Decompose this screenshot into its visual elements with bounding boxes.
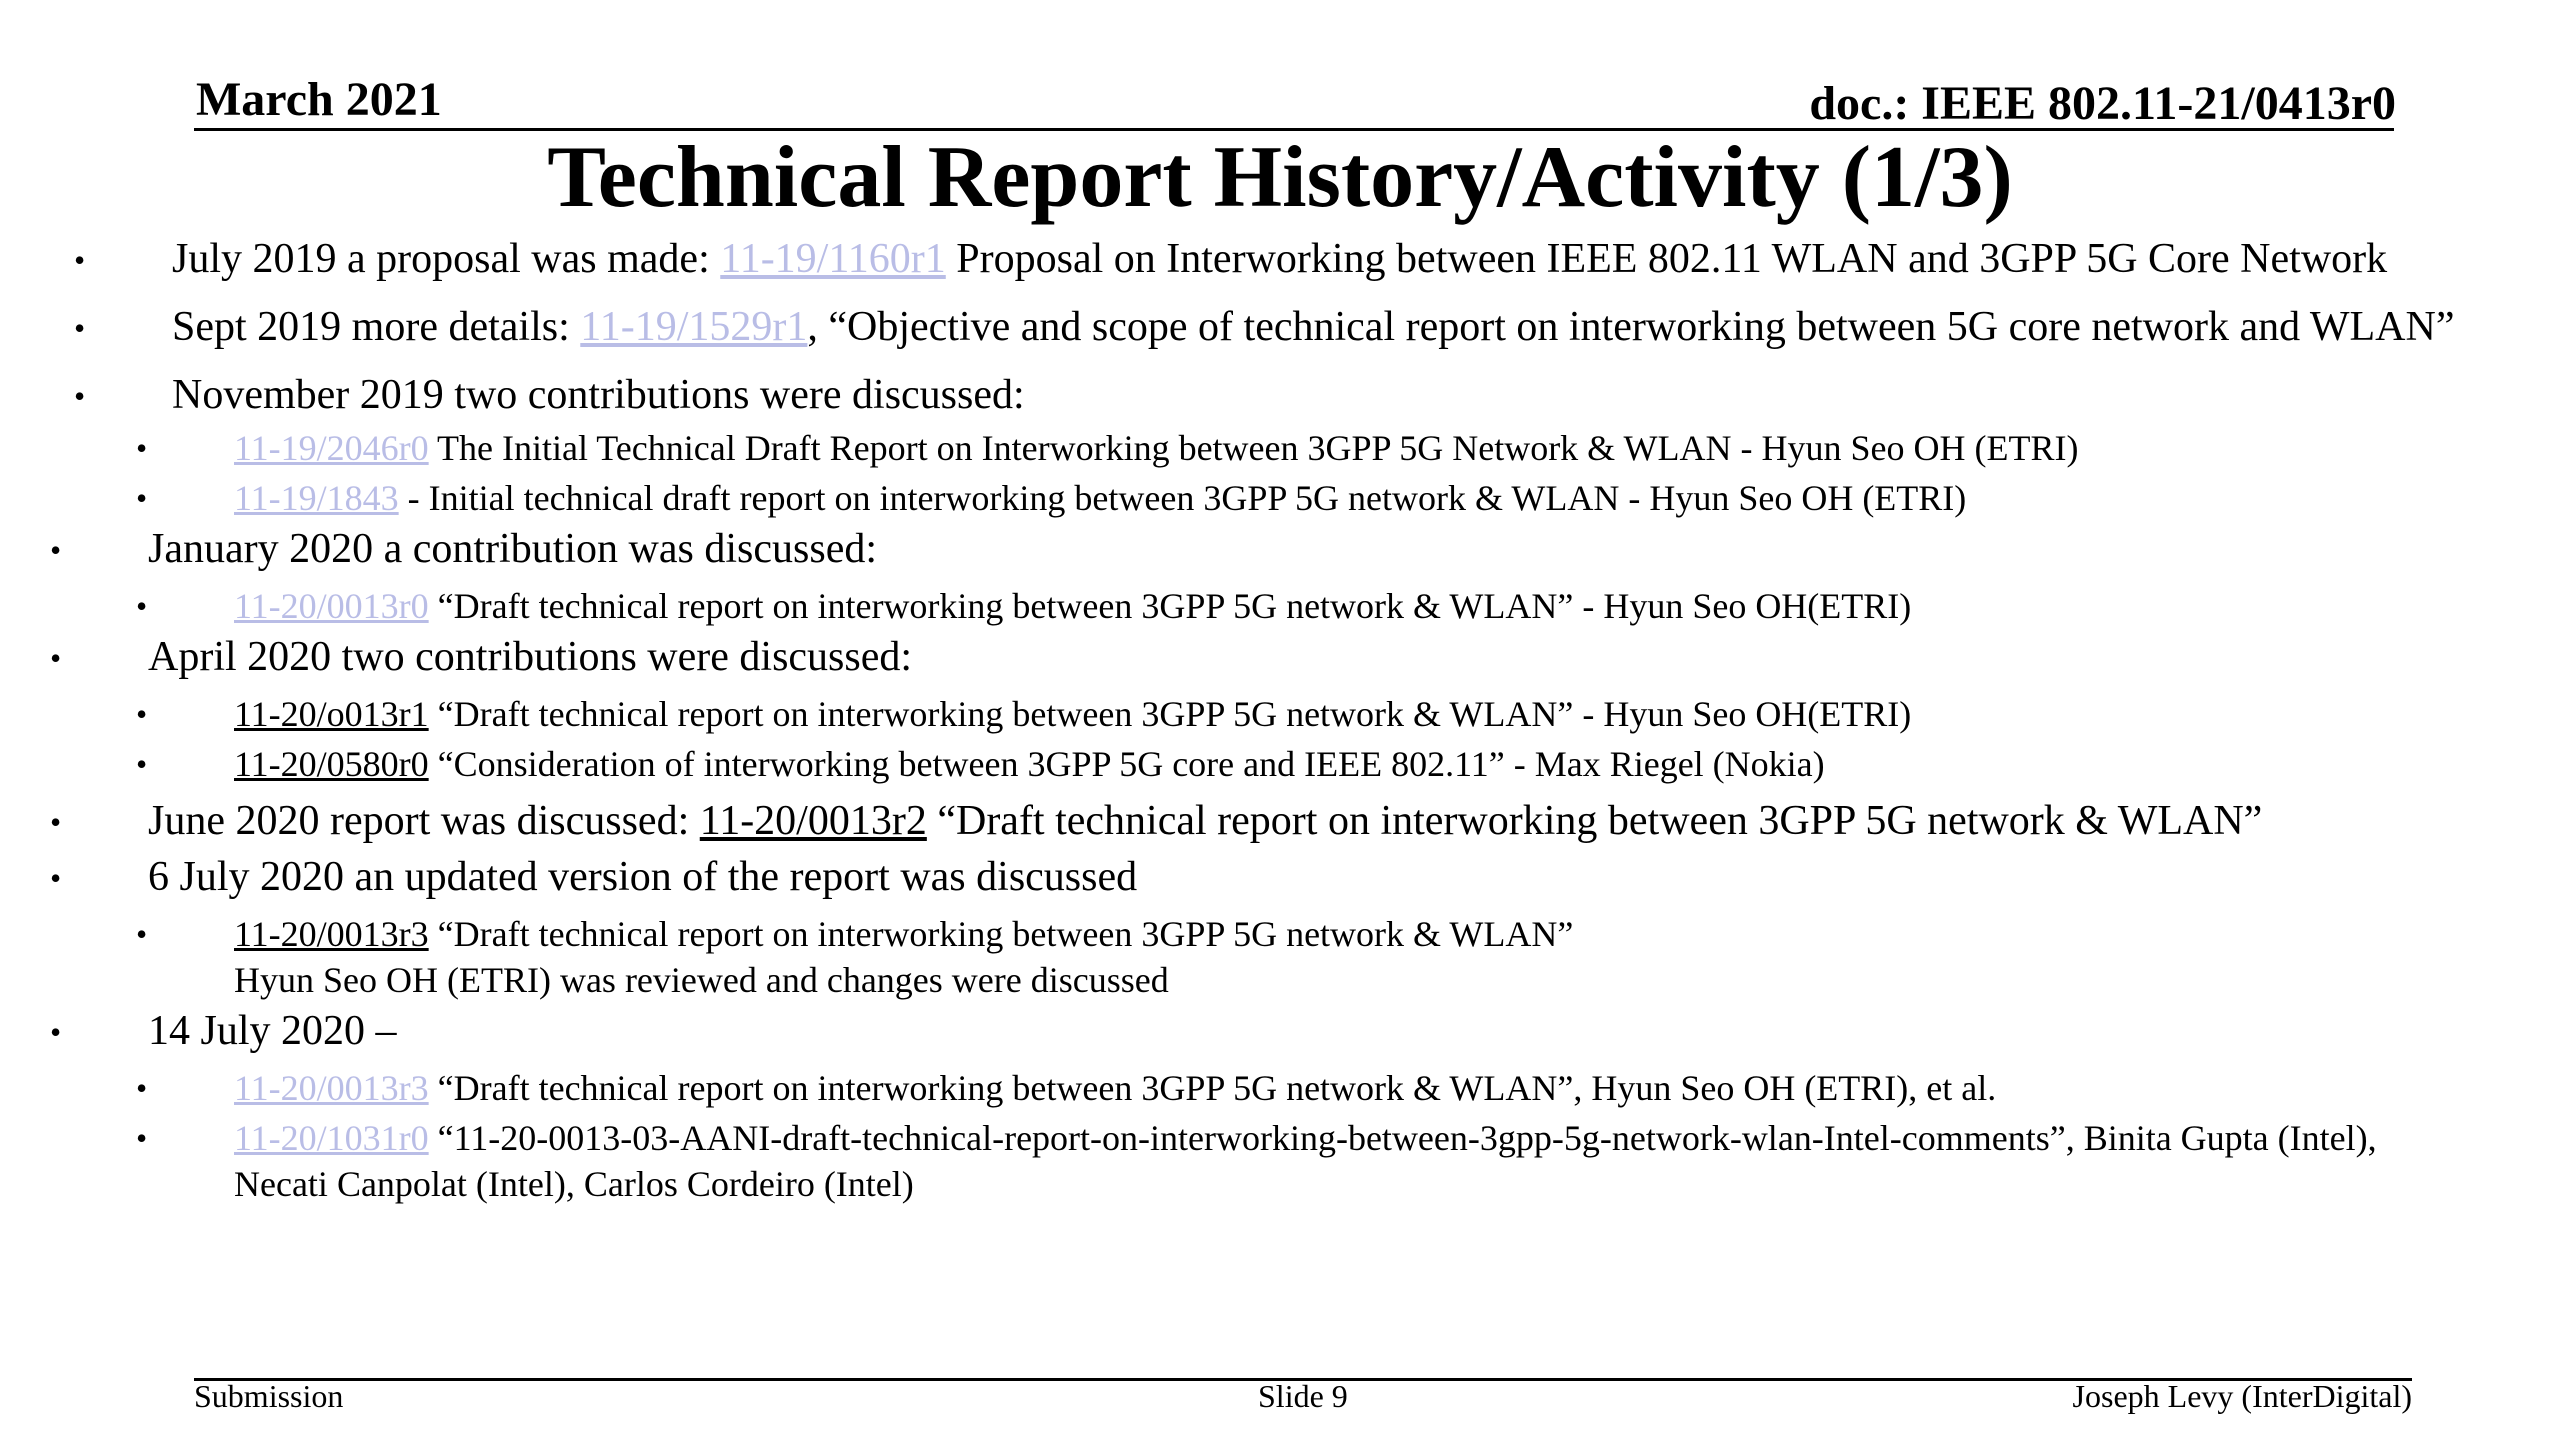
doc-link[interactable]: 11-19/1529r1 [580,304,808,350]
item-text: “Draft technical report on interworking between 3GPP 5G network & WLAN” [926,798,2263,844]
sub-bullet-dot: • [136,1120,148,1156]
sub-bullet-dot: • [136,696,148,732]
doc-link[interactable]: 11-20/0013r3 [234,914,429,954]
sub-item-apr2020-2 [234,746,1825,782]
item-text: “Draft technical report on interworking between 3GPP 5G network & WLAN”, Hyun Seo OH (ETRI), et al. [428,1068,1997,1108]
doc-link[interactable]: 11-19/2046r0 [234,428,429,468]
sub-item-apr2020-1 [234,696,1911,732]
item-text: Proposal on Interworking between IEEE 802.11 WLAN and 3GPP 5G Core Network [945,236,2388,282]
doc-link[interactable]: 11-20/0580r0 [234,744,429,784]
item-text: “Draft technical report on interworking between 3GPP 5G network & WLAN” [428,914,1574,954]
sub-bullet-dot: • [136,916,148,952]
sub-bullet-dot: • [136,480,148,516]
item-text: “Consideration of interworking between 3GPP 5G core and IEEE 802.11” - Max Riegel (Nokia) [428,744,1825,784]
bullet-item-jan2020: January 2020 a contribution was discussed: [148,526,878,572]
sub-bullet-dot: • [136,430,148,466]
item-text: “11-20-0013-03-AANI-draft-technical-report-on-interworking-between-3gpp-5g-network-wlan-Intel-comments”, Binita Gupta (Intel), [428,1118,2377,1158]
sub-item-nov2019-1 [234,430,2078,466]
doc-link[interactable]: 11-20/o013r1 [234,694,429,734]
doc-link[interactable]: 11-20/0013r0 [234,586,429,626]
item-text: , “Objective and scope of technical report on interworking between 5G core network and WLAN” [807,304,2455,350]
bullet-item-apr2020: April 2020 two contributions were discussed: [148,634,913,680]
footer-slide-number: Slide 9 [1258,1378,1348,1414]
item-text: June 2020 report was discussed: [148,798,700,844]
item-text: “Draft technical report on interworking between 3GPP 5G network & WLAN” - Hyun Seo OH(ETRI) [428,586,1912,626]
doc-link[interactable]: 11-20/0013r2 [699,798,927,844]
doc-link[interactable]: 11-20/1031r0 [234,1118,429,1158]
slide-title: Technical Report History/Activity (1/3) [547,129,2013,226]
bullet-item-jul6-2020: 6 July 2020 an updated version of the report was discussed [148,854,1138,900]
bullet-dot: • [50,1014,62,1050]
sub-item-jul6-2020-1 [234,916,1573,952]
bullet-dot: • [74,378,86,414]
doc-link[interactable]: 11-19/1843 [234,478,399,518]
bullet-item-jul2019 [172,238,2387,280]
bullet-item-jun2020 [148,800,2262,842]
item-text: - Initial technical draft report on interworking between 3GPP 5G network & WLAN - Hyun Seo OH (ETRI) [398,478,1967,518]
sub-bullet-dot: • [136,1070,148,1106]
bullet-dot: • [50,640,62,676]
bullet-item-jul14-2020: 14 July 2020 – [148,1008,397,1054]
sub-item-continuation: Necati Canpolat (Intel), Carlos Cordeiro (Intel) [234,1164,914,1204]
sub-bullet-dot: • [136,588,148,624]
bullet-item-nov2019: November 2019 two contributions were discussed: [172,372,1025,418]
sub-item-jul14-2020-1 [234,1070,1996,1106]
item-text: July 2019 a proposal was made: [172,236,721,282]
sub-item-jan2020-1 [234,588,1911,624]
sub-bullet-dot: • [136,746,148,782]
item-text: Sept 2019 more details: [172,304,581,350]
bullet-dot: • [74,310,86,346]
doc-link[interactable]: 11-20/0013r3 [234,1068,429,1108]
doc-link[interactable]: 11-19/1160r1 [720,236,946,282]
bullet-dot: • [50,532,62,568]
bullet-dot: • [50,860,62,896]
bullet-dot: • [74,242,86,278]
bullet-item-sep2019 [172,306,2454,348]
item-text: “Draft technical report on interworking between 3GPP 5G network & WLAN” - Hyun Seo OH(ETRI) [428,694,1912,734]
sub-item-nov2019-2 [234,480,1966,516]
header-date: March 2021 [196,73,442,126]
sub-item-jul14-2020-2 [234,1120,2377,1156]
footer-submission: Submission [194,1378,344,1414]
header-doc-id: doc.: IEEE 802.11-21/0413r0 [1809,77,2396,130]
item-text: The Initial Technical Draft Report on Interworking between 3GPP 5G Network & WLAN - Hyun Seo OH (ETRI) [428,428,2079,468]
sub-item-continuation: Hyun Seo OH (ETRI) was reviewed and changes were discussed [234,960,1169,1000]
bullet-dot: • [50,804,62,840]
footer-author: Joseph Levy (InterDigital) [2072,1378,2412,1414]
